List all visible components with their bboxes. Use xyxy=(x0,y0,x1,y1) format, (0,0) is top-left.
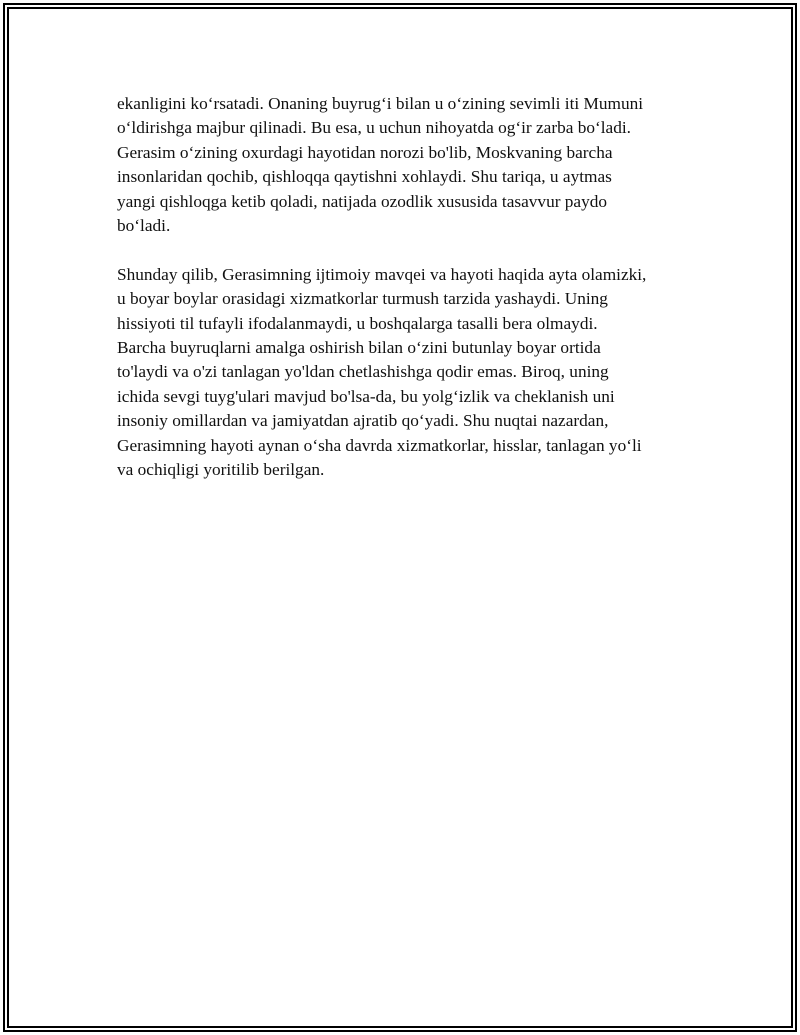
text-line: Gerasim o‘zining oxurdagi hayotidan norozi bo'lib, Moskvaning barcha xyxy=(117,142,613,162)
text-line: Shunday qilib, Gerasimning ijtimoiy mavqei va hayoti haqida ayta olamizki, xyxy=(117,264,647,284)
text-line: insoniy omillardan va jamiyatdan ajratib qo‘yadi. Shu nuqtai nazardan, xyxy=(117,411,609,431)
text-line: to'laydi va o'zi tanlagan yo'ldan chetlashishga qodir emas. Biroq, uning xyxy=(117,362,609,382)
text-line: o‘ldirishga majbur qilinadi. Bu esa, u uchun nihoyatda og‘ir zarba bo‘ladi. xyxy=(117,118,631,138)
paragraph-2 xyxy=(117,263,697,483)
paragraph-1 xyxy=(117,92,697,238)
text-line: hissiyoti til tufayli ifodalanmaydi, u boshqalarga tasalli bera olmaydi. xyxy=(117,313,598,333)
text-line: va ochiqligi yoritilib berilgan. xyxy=(117,460,325,480)
text-line: bo‘ladi. xyxy=(117,216,171,236)
text-line: Barcha buyruqlarni amalga oshirish bilan o‘zini butunlay boyar ortida xyxy=(117,338,601,358)
text-line: ichida sevgi tuyg'ulari mavjud bo'lsa-da, bu yolg‘izlik va cheklanish uni xyxy=(117,386,615,406)
text-line: insonlaridan qochib, qishloqqa qaytishni xohlaydi. Shu tariqa, u aytmas xyxy=(117,167,612,187)
document-body xyxy=(117,92,697,507)
text-line: Gerasimning hayoti aynan o‘sha davrda xizmatkorlar, hisslar, tanlagan yo‘li xyxy=(117,435,642,455)
text-line: ekanligini ko‘rsatadi. Onaning buyrug‘i bilan u o‘zining sevimli iti Mumuni xyxy=(117,94,644,113)
text-line: u boyar boylar orasidagi xizmatkorlar turmush tarzida yashaydi. Uning xyxy=(117,289,608,309)
text-line: yangi qishloqga ketib qoladi, natijada ozodlik xususida tasavvur paydo xyxy=(117,191,608,211)
